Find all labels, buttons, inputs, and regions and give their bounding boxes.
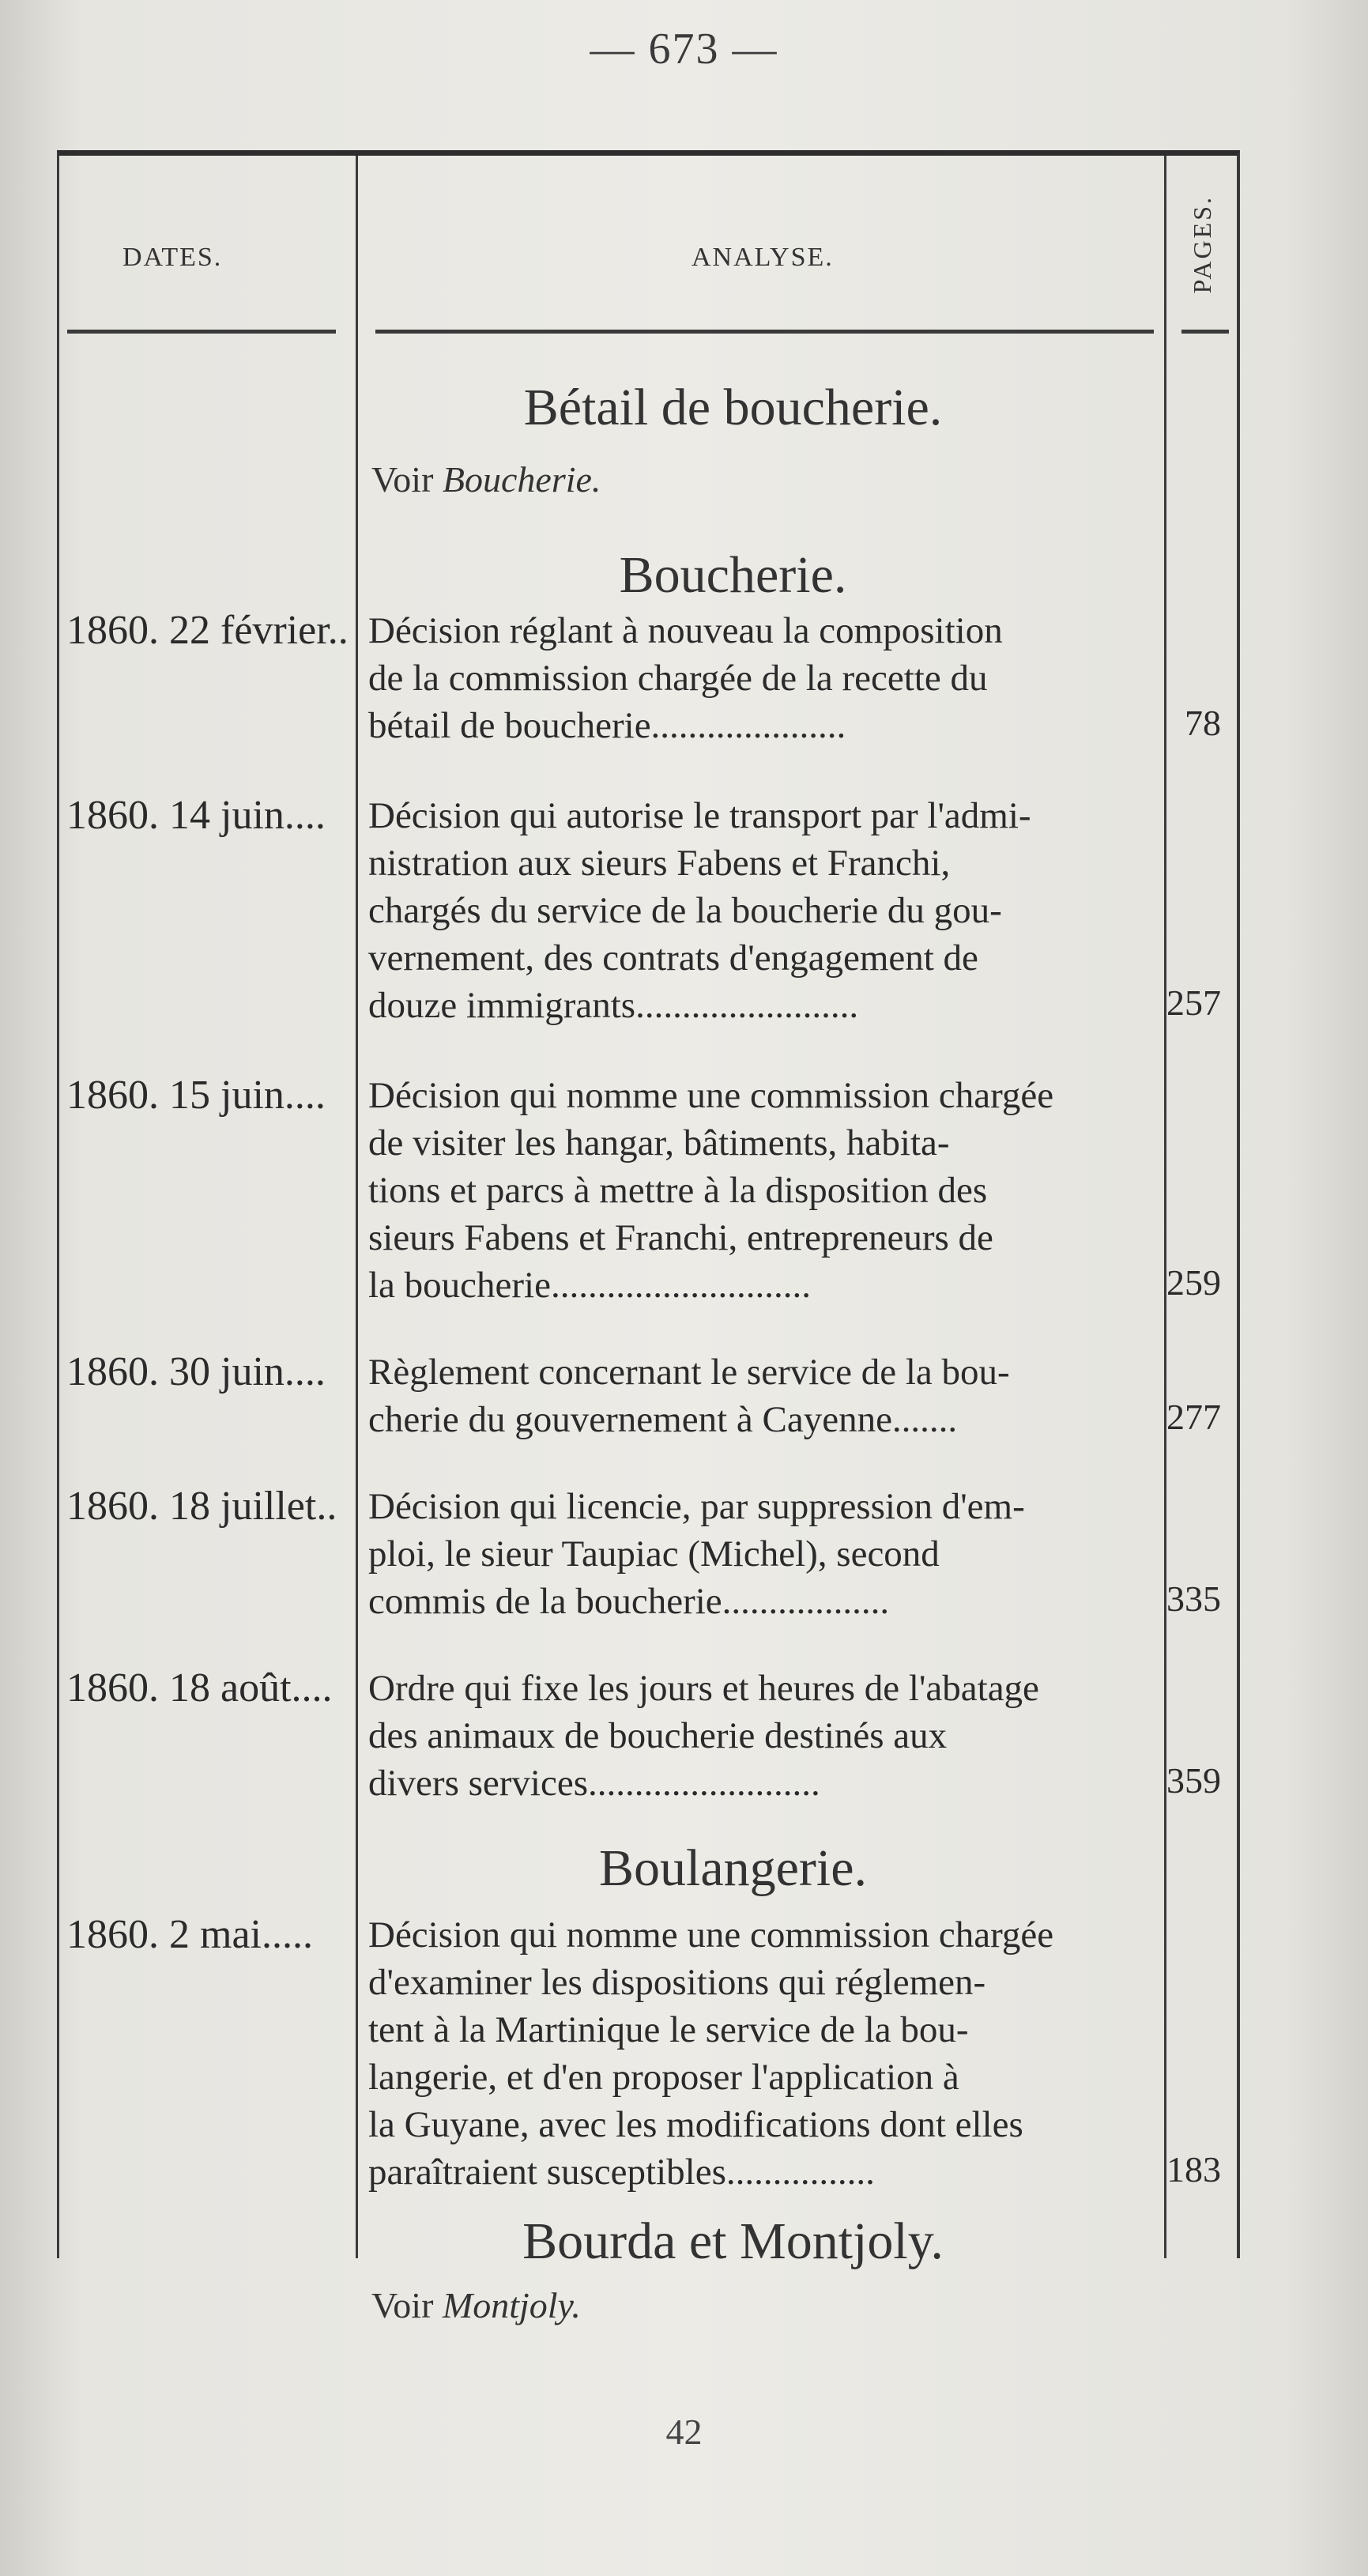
column-header-analysis: ANALYSE.: [692, 243, 834, 272]
analysis-line: chargés du service de la boucherie du gou-: [368, 890, 1002, 931]
entry-page-ref: 259: [1166, 1262, 1221, 1303]
section-title: Bourda et Montjoly.: [522, 2212, 944, 2270]
section-title: Bétail de boucherie.: [523, 379, 943, 436]
analysis-line: Règlement concernant le service de la bou-: [368, 1352, 1010, 1393]
analysis-line: douze immigrants........................: [368, 985, 859, 1026]
column-divider-pages: [1164, 156, 1166, 2258]
analysis-line: nistration aux sieurs Fabens et Franchi,: [368, 843, 951, 884]
header-rule-dates: [67, 330, 336, 334]
analysis-line: Ordre qui fixe les jours et heures de l'abatage: [368, 1668, 1039, 1709]
entry-date: 1860. 30 juin....: [66, 1349, 326, 1394]
see-also-prefix: Voir: [371, 459, 443, 500]
entry-analysis: [368, 1348, 1111, 1443]
entry-page-ref: 277: [1166, 1397, 1221, 1437]
see-also-target: Boucherie.: [442, 459, 601, 500]
analysis-line: ploi, le sieur Taupiac (Michel), second: [368, 1533, 940, 1575]
entry-page-ref: 183: [1166, 2149, 1221, 2189]
analysis-line: d'examiner les dispositions qui réglemen-: [368, 1962, 986, 2003]
see-also-target: Montjoly.: [442, 2285, 581, 2325]
analysis-line: divers services.........................: [368, 1763, 820, 1804]
analysis-line: Décision réglant à nouveau la composition: [368, 610, 1003, 651]
entry-date: 1860. 2 mai.....: [66, 1912, 313, 1957]
analysis-line: Décision qui autorise le transport par l'admi-: [368, 795, 1031, 836]
see-also-reference: [371, 458, 601, 500]
analysis-line: paraîtraient susceptibles................: [368, 2152, 875, 2193]
analysis-line: sieurs Fabens et Franchi, entrepreneurs de: [368, 1217, 993, 1258]
entry-page-ref: 78: [1185, 703, 1221, 743]
entry-date: 1860. 18 juillet..: [66, 1484, 337, 1529]
analysis-line: commis de la boucherie..................: [368, 1581, 890, 1622]
analysis-line: Décision qui licencie, par suppression d'em-: [368, 1486, 1025, 1527]
entry-page-ref: 359: [1166, 1760, 1221, 1801]
column-divider-dates: [356, 156, 358, 2258]
see-also-prefix: Voir: [371, 2285, 443, 2325]
entry-page-ref: 335: [1166, 1578, 1221, 1619]
entry-analysis: [368, 1665, 1111, 1807]
analysis-line: cherie du gouvernement à Cayenne.......: [368, 1399, 958, 1440]
entry-date: 1860. 15 juin....: [66, 1073, 326, 1118]
analysis-line: la Guyane, avec les modifications dont elles: [368, 2104, 1023, 2145]
section-title: Boucherie.: [619, 546, 847, 604]
header-rule-pages: [1181, 330, 1229, 334]
analysis-line: des animaux de boucherie destinés aux: [368, 1715, 948, 1756]
entry-analysis: [368, 1483, 1111, 1625]
column-header-dates: DATES.: [122, 243, 223, 272]
analysis-line: Décision qui nomme une commission chargée: [368, 1914, 1054, 1956]
analysis-line: tent à la Martinique le service de la bou-: [368, 2009, 969, 2050]
entry-date: 1860. 18 août....: [66, 1665, 333, 1710]
entry-analysis: [368, 1072, 1111, 1309]
entry-analysis: [368, 792, 1111, 1029]
entry-date: 1860. 22 février..: [66, 608, 349, 653]
header-rule-analysis: [375, 330, 1154, 334]
entry-page-ref: 257: [1166, 983, 1221, 1023]
see-also-reference: [371, 2284, 581, 2326]
analysis-line: de la commission chargée de la recette du: [368, 658, 988, 699]
signature-mark: 42: [665, 2412, 703, 2452]
analysis-line: tions et parcs à mettre à la disposition des: [368, 1170, 988, 1211]
page-number: — 673 —: [590, 25, 778, 74]
entry-analysis: [368, 607, 1111, 749]
entry-analysis: [368, 1911, 1111, 2196]
column-header-pages: PAGES.: [1188, 195, 1216, 294]
analysis-line: langerie, et d'en proposer l'application à: [368, 2057, 959, 2098]
entry-date: 1860. 14 juin....: [66, 793, 326, 838]
analysis-line: de visiter les hangar, bâtiments, habita-: [368, 1122, 950, 1164]
analysis-line: bétail de boucherie.....................: [368, 705, 846, 746]
analysis-line: Décision qui nomme une commission chargée: [368, 1075, 1054, 1116]
analysis-line: la boucherie............................: [368, 1265, 811, 1306]
analysis-line: vernement, des contrats d'engagement de: [368, 937, 978, 979]
section-title: Boulangerie.: [598, 1839, 868, 1897]
